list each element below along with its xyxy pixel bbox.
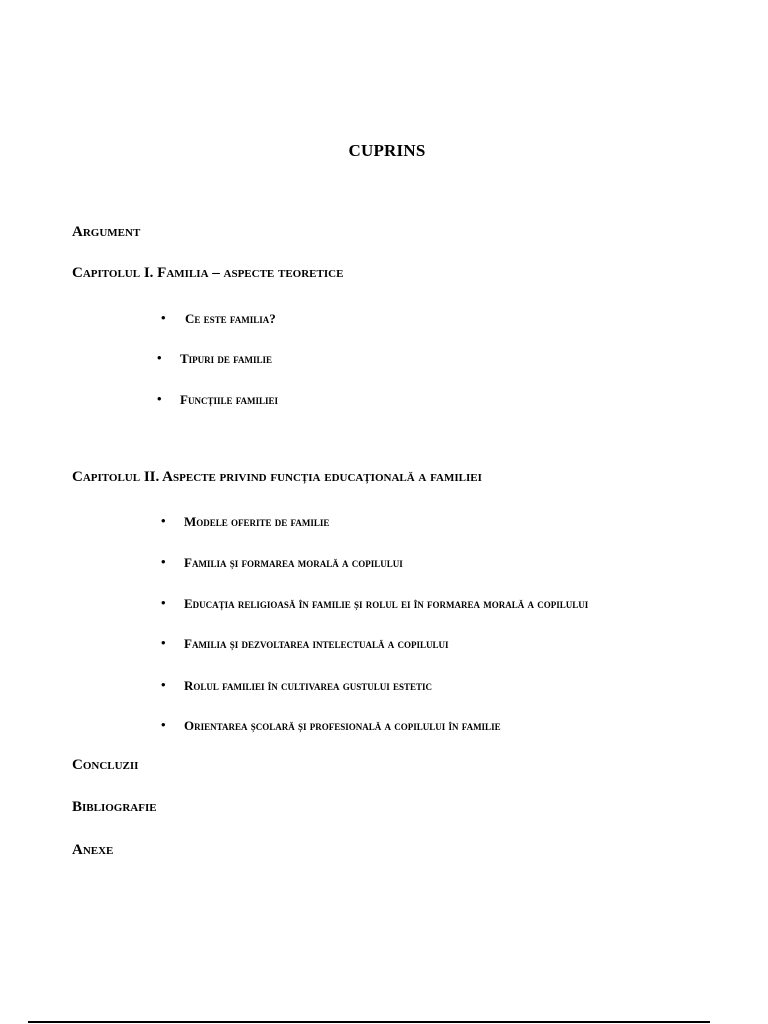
- bullet-icon: •: [161, 677, 166, 692]
- bullet-icon: •: [161, 595, 166, 610]
- page-title: CUPRINS: [348, 141, 426, 160]
- bullet-icon: •: [157, 391, 162, 406]
- bullet-icon: •: [161, 310, 166, 325]
- toc-entry-bibliography: Bibliografie: [72, 799, 157, 815]
- footer-divider: [28, 1021, 710, 1023]
- toc-subentry: Tipuri de familie: [180, 351, 273, 366]
- toc-entry-conclusions: Concluzii: [72, 757, 139, 773]
- bullet-icon: •: [161, 717, 166, 732]
- toc-subentry: Rolul familiei în cultivarea gustului estetic: [184, 678, 433, 693]
- toc-entry-chapter-2: Capitolul II. Aspecte privind funcția educațională a familiei: [72, 469, 482, 485]
- bullet-icon: •: [161, 635, 166, 650]
- toc-subentry: Funcțiile familiei: [180, 392, 279, 407]
- toc-subentry: Orientarea școlară și profesională a copilului în familie: [184, 718, 501, 733]
- bullet-icon: •: [161, 554, 166, 569]
- bullet-icon: •: [161, 513, 166, 528]
- toc-entry-chapter-1: Capitolul I. Familia – aspecte teoretice: [72, 265, 344, 281]
- toc-subentry: Modele oferite de familie: [184, 514, 330, 529]
- toc-subentry: Familia și dezvoltarea intelectuală a copilului: [184, 636, 449, 651]
- toc-subentry: Ce este familia?: [185, 311, 276, 326]
- bullet-icon: •: [157, 350, 162, 365]
- toc-subentry: Educația religioasă în familie și rolul ei în formarea morală a copilului: [184, 596, 589, 611]
- toc-entry-annexes: Anexe: [72, 842, 114, 858]
- toc-entry-argument: Argument: [72, 224, 141, 240]
- toc-subentry: Familia și formarea morală a copilului: [184, 555, 403, 570]
